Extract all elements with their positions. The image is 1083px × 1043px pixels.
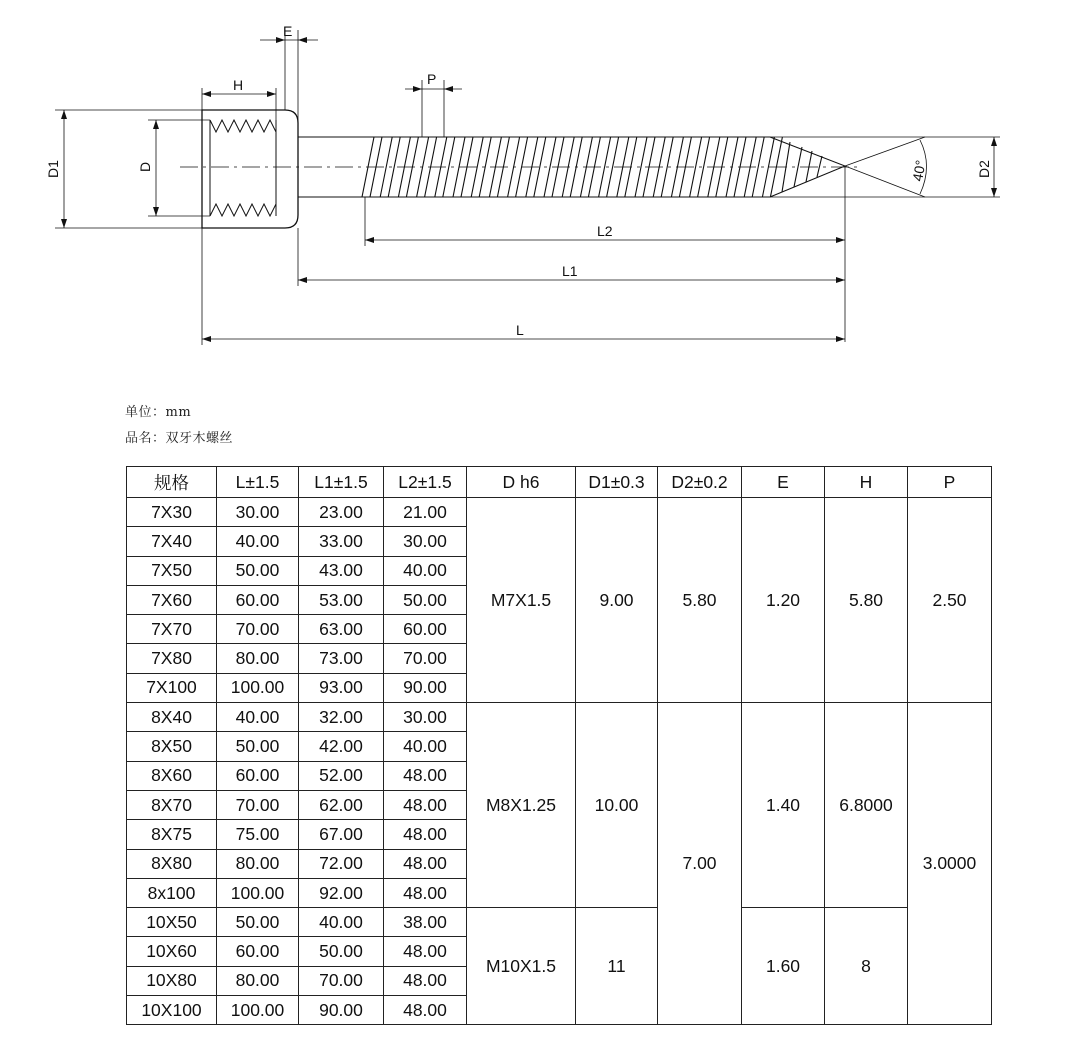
l1-cell: 63.00 — [299, 615, 384, 644]
l2-cell: 50.00 — [384, 585, 467, 614]
l-cell: 80.00 — [217, 966, 299, 995]
l2-cell: 48.00 — [384, 966, 467, 995]
header-D2: D2±0.2 — [658, 467, 742, 498]
l1-cell: 50.00 — [299, 937, 384, 966]
header-P: P — [908, 467, 992, 498]
l-cell: 100.00 — [217, 673, 299, 702]
l1-cell: 90.00 — [299, 996, 384, 1025]
group-m7-d2: 5.80 — [658, 498, 742, 703]
l-cell: 80.00 — [217, 849, 299, 878]
label-D2: D2 — [976, 160, 992, 178]
group-m8-d: M8X1.25 — [467, 703, 576, 908]
l2-cell: 60.00 — [384, 615, 467, 644]
spec-table — [126, 466, 992, 1025]
group-m10-d: M10X1.5 — [467, 908, 576, 1025]
l1-cell: 67.00 — [299, 820, 384, 849]
group-m10-h: 8 — [825, 908, 908, 1025]
group-m8-e: 1.40 — [742, 703, 825, 908]
group-m7-e: 1.20 — [742, 498, 825, 703]
l2-cell: 30.00 — [384, 527, 467, 556]
label-H: H — [233, 77, 244, 93]
header-L1: L1±1.5 — [299, 467, 384, 498]
group-m10-e: 1.60 — [742, 908, 825, 1025]
l1-cell: 32.00 — [299, 703, 384, 732]
l-cell: 60.00 — [217, 585, 299, 614]
spec-cell: 7X80 — [127, 644, 217, 673]
l2-cell: 38.00 — [384, 908, 467, 937]
l1-cell: 62.00 — [299, 790, 384, 819]
l-cell: 100.00 — [217, 878, 299, 907]
l-cell: 50.00 — [217, 908, 299, 937]
spec-cell: 8X70 — [127, 790, 217, 819]
l2-cell: 90.00 — [384, 673, 467, 702]
label-angle: 40° — [909, 158, 929, 183]
l1-cell: 33.00 — [299, 527, 384, 556]
spec-cell: 7X100 — [127, 673, 217, 702]
spec-cell: 10X100 — [127, 996, 217, 1025]
l1-cell: 93.00 — [299, 673, 384, 702]
thread-crest — [806, 151, 812, 182]
spec-cell: 7X60 — [127, 585, 217, 614]
l-cell: 70.00 — [217, 790, 299, 819]
spec-cell: 7X50 — [127, 556, 217, 585]
l-cell: 50.00 — [217, 732, 299, 761]
header-spec: 规格 — [127, 467, 217, 498]
l2-cell: 48.00 — [384, 790, 467, 819]
l2-cell: 48.00 — [384, 878, 467, 907]
l-cell: 40.00 — [217, 703, 299, 732]
l1-cell: 72.00 — [299, 849, 384, 878]
l2-cell: 40.00 — [384, 556, 467, 585]
header-D1: D1±0.3 — [576, 467, 658, 498]
label-P: P — [427, 71, 437, 87]
thread-crest — [817, 156, 822, 177]
l1-cell: 42.00 — [299, 732, 384, 761]
group-shared-p: 3.0000 — [908, 703, 992, 1025]
spec-cell: 10X50 — [127, 908, 217, 937]
l-cell: 60.00 — [217, 937, 299, 966]
l2-cell: 40.00 — [384, 732, 467, 761]
l2-cell: 70.00 — [384, 644, 467, 673]
spec-cell: 8X50 — [127, 732, 217, 761]
l2-cell: 48.00 — [384, 937, 467, 966]
l-cell: 80.00 — [217, 644, 299, 673]
group-shared-d2: 7.00 — [658, 703, 742, 1025]
l-cell: 50.00 — [217, 556, 299, 585]
group-m8-d1: 10.00 — [576, 703, 658, 908]
label-L1: L1 — [562, 263, 578, 279]
header-E: E — [742, 467, 825, 498]
l2-cell: 48.00 — [384, 820, 467, 849]
table-row — [127, 498, 992, 527]
l-cell: 40.00 — [217, 527, 299, 556]
l2-cell: 21.00 — [384, 498, 467, 527]
spec-cell: 7X70 — [127, 615, 217, 644]
header-D: D h6 — [467, 467, 576, 498]
l2-cell: 48.00 — [384, 761, 467, 790]
header-L: L±1.5 — [217, 467, 299, 498]
label-D: D — [137, 161, 153, 172]
l1-cell: 43.00 — [299, 556, 384, 585]
l-cell: 75.00 — [217, 820, 299, 849]
group-m8-h: 6.8000 — [825, 703, 908, 908]
l1-cell: 53.00 — [299, 585, 384, 614]
l1-cell: 73.00 — [299, 644, 384, 673]
group-m7-d: M7X1.5 — [467, 498, 576, 703]
l-cell: 30.00 — [217, 498, 299, 527]
l-cell: 60.00 — [217, 761, 299, 790]
spec-cell: 7X40 — [127, 527, 217, 556]
label-L2: L2 — [597, 223, 613, 239]
spec-cell: 8X75 — [127, 820, 217, 849]
l2-cell: 30.00 — [384, 703, 467, 732]
label-D1: D1 — [45, 160, 61, 178]
l1-cell: 52.00 — [299, 761, 384, 790]
table-row — [127, 703, 992, 732]
spec-cell: 10X80 — [127, 966, 217, 995]
screw-technical-drawing — [0, 0, 1083, 380]
internal-thread — [210, 120, 276, 216]
l2-cell: 48.00 — [384, 996, 467, 1025]
spec-cell: 8X80 — [127, 849, 217, 878]
spec-cell: 8x100 — [127, 878, 217, 907]
header-L2: L2±1.5 — [384, 467, 467, 498]
group-m7-d1: 9.00 — [576, 498, 658, 703]
l-cell: 100.00 — [217, 996, 299, 1025]
l1-cell: 23.00 — [299, 498, 384, 527]
l1-cell: 70.00 — [299, 966, 384, 995]
spec-cell: 8X40 — [127, 703, 217, 732]
header-H: H — [825, 467, 908, 498]
group-m7-p: 2.50 — [908, 498, 992, 703]
label-E: E — [283, 23, 293, 39]
group-m10-d1: 11 — [576, 908, 658, 1025]
l1-cell: 92.00 — [299, 878, 384, 907]
spec-cell: 10X60 — [127, 937, 217, 966]
table-header-row — [127, 467, 992, 498]
table-row — [127, 908, 992, 937]
group-m7-h: 5.80 — [825, 498, 908, 703]
l-cell: 70.00 — [217, 615, 299, 644]
product-name-note: 品名：双牙木螺丝 — [125, 431, 234, 446]
spec-cell: 8X60 — [127, 761, 217, 790]
spec-cell: 7X30 — [127, 498, 217, 527]
l1-cell: 40.00 — [299, 908, 384, 937]
l2-cell: 48.00 — [384, 849, 467, 878]
label-L: L — [516, 322, 524, 338]
unit-note: 单位：mm — [125, 405, 192, 420]
